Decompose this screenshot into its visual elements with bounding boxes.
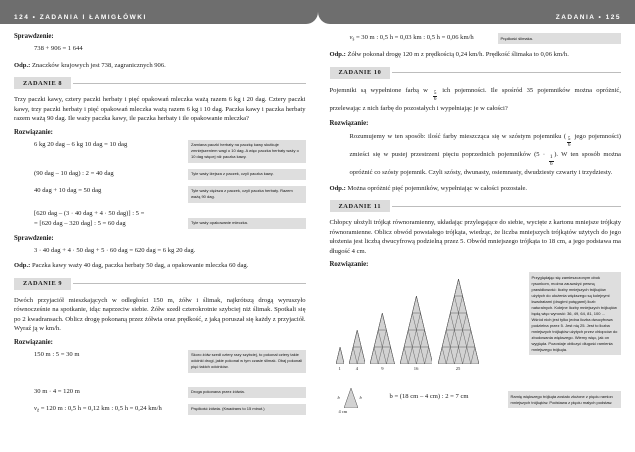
small-triangle-svg	[344, 388, 358, 408]
carryover-step	[330, 33, 622, 44]
zadanie-9-step-2	[14, 387, 306, 398]
zadanie-11-final-equation: b = (18 cm – 4 cm) : 2 = 7 cm	[389, 393, 469, 401]
small-triangle-label-right-leg: b	[359, 395, 362, 401]
zadanie-10-solution-part-c: ). W ten sposób można opróżnić co szósty pojemnik. Czyli szósty, dwunasty, osiemnasty, dwudziesty czwarty i trzydziesty.	[349, 150, 621, 177]
triangle-count-label: 16	[413, 366, 419, 372]
triangle-figure-4	[349, 330, 365, 370]
zadanie-8-rozwiazanie-label: Rozwiązanie:	[14, 128, 53, 136]
zadanie-10-problem	[330, 85, 622, 115]
zadanie-8-step-2	[14, 169, 306, 180]
zadanie-9-equation-2: 30 m · 4 = 120 m	[34, 387, 80, 395]
zadanie-9-velocity-rest: = 120 m : 0,5 h = 0,12 km : 0,5 h = 0,24 km/h	[39, 404, 162, 412]
small-triangle-label-left-leg: b	[337, 395, 340, 401]
page-left-content	[14, 24, 306, 415]
zadanie-8-odp-bold: Odp.:	[14, 262, 31, 270]
zadanie-10-solution	[330, 131, 622, 179]
zadanie-10-solution-part-b: jego pojemności) zmieści się w pustej przestrzeni pięciu poprzednich pojemników (5 ·	[349, 132, 622, 158]
triangle-svg-16	[400, 296, 433, 364]
zadanie-10-problem-part-a: Pojemniki są wypełnione farbą w	[329, 86, 433, 94]
triangle-figure-9	[370, 313, 395, 370]
zadanie-9-equation-3	[14, 404, 188, 414]
sprawdzenie-label-prev: Sprawdzenie:	[14, 33, 54, 40]
zadanie-10-rozwiazanie-label: Rozwiązanie:	[329, 119, 369, 127]
fraction-numerator: 5	[433, 89, 437, 96]
zadanie-8-rule	[73, 83, 305, 84]
triangle-svg-9	[370, 313, 395, 364]
zadanie-8-note-4: Tyle waży opakowanie mleczka.	[188, 218, 306, 229]
fraction-numerator: 1	[549, 153, 553, 160]
carryover-velocity-rest: = 30 m : 0,5 h = 0,03 km : 0,5 h = 0,06 km/h	[354, 34, 474, 41]
running-head-right	[318, 0, 635, 24]
fraction-five-sixths-solution	[567, 137, 572, 149]
zadanie-8-note-3: Tyle waży cięższa z paczek, czyli paczka herbaty. Razem ważą 90 dag.	[188, 186, 306, 203]
carryover-note: Prędkość ślimaka.	[498, 33, 622, 44]
odp-previous-bold: Odp.:	[14, 61, 31, 69]
zadanie-11-figure-block	[330, 272, 622, 380]
carryover-odp-bold: Odp.:	[329, 51, 346, 58]
zadanie-10-header	[330, 67, 622, 79]
triangle-figure-16	[400, 296, 433, 370]
zadanie-10-solution-part-a: Rozumujemy w ten sposób: ilość farby mieszcząca się w szóstym pojemniku (	[349, 132, 567, 140]
triangle-count-label: 1	[338, 366, 341, 372]
zadanie-11-note-column	[529, 272, 622, 355]
zadanie-8-odp-text: Paczka kawy waży 40 dag, paczka herbaty 50 dag, a opakowanie mleczka 60 dag.	[30, 262, 249, 270]
zadanie-8-equation-2: (90 dag – 10 dag) : 2 = 40 dag	[34, 169, 114, 177]
zadanie-9-rule	[73, 283, 305, 284]
running-head-left-text: 124 • ZADANIA I ŁAMIGŁÓWKI	[14, 14, 147, 21]
fraction-numerator: 5	[567, 135, 571, 142]
fraction-denominator: 6	[549, 160, 553, 167]
zadanie-11-rozwiazanie-label: Rozwiązanie:	[329, 261, 369, 269]
carryover-equation	[330, 33, 498, 43]
zadanie-9-velocity-symbol: v	[34, 404, 37, 412]
zadanie-10-odp-bold: Odp.:	[329, 184, 346, 192]
zadanie-9-step-1	[14, 350, 306, 373]
triangle-figure-25	[438, 279, 479, 370]
zadanie-11-header	[330, 200, 622, 212]
zadanie-11-problem: Chłopcy ułożyli trójkąt równoramienny, układając przylegające do siebie, wycięte z kartonu mniejsze trójkąty równoramienne. Oblicz obwód powstałego trójkąta, wiedząc, że liczba mniejszych trójkątów użytych do jego ułożenia jest liczbą dwucyfrową podzielną przez 5. Obwód mniejszego trójkąta to 18 cm, a jego podstawa ma długość 4 cm.	[329, 219, 621, 255]
zadanie-8-problem: Trzy paczki kawy, cztery paczki herbaty i pięć opakowań mleczka ważą razem 6 kg i 20 dag. Cztery paczki kawy, trzy paczki herbaty i pięć opakowań mleczka ważą razem 6 kg i 10 dag. Paczka kawy i paczka herbaty razem ważą 90 dag. Ile waży paczka kawy, ile paczka herbaty i ile opakowanie mleczka?	[14, 96, 306, 123]
running-head-right-text: ZADANIA • 125	[555, 14, 621, 21]
zadanie-9-chip: ZADANIE 9	[14, 278, 71, 290]
triangle-svg-25	[438, 279, 479, 364]
zadanie-9-equation-1: 150 m : 5 = 30 m	[34, 350, 80, 358]
zadanie-8-equation-4b: = [620 dag – 320 dag] : 5 = 60 dag	[34, 219, 126, 227]
running-head-left	[0, 0, 318, 24]
carryover-odp	[330, 50, 622, 60]
triangle-count-label: 9	[381, 366, 384, 372]
sprawdzenie-equation-prev: 738 + 906 = 1 644	[34, 45, 83, 52]
zadanie-8-chip: ZADANIE 8	[14, 77, 71, 89]
zadanie-11-final-note: Ramię większego trójkąta zostało złożone z pięciu ramion mniejszych trójkątów. Podstawa z pięciu małych podstaw.	[508, 391, 622, 408]
triangle-svg-1	[336, 347, 344, 364]
zadanie-9-step-3	[14, 404, 306, 415]
zadanie-8-odp	[14, 261, 306, 271]
zadanie-11-rule	[392, 206, 621, 207]
odp-previous-text: Znaczków krajowych jest 738, zagranicznych 906.	[30, 61, 166, 69]
zadanie-8-note-2: Tyle waży lżejsza z paczek, czyli paczka kawy.	[188, 169, 306, 180]
zadanie-8-equation-3: 40 dag + 10 dag = 50 dag	[34, 186, 102, 194]
zadanie-8-step-3	[14, 186, 306, 203]
triangle-svg-4	[349, 330, 365, 364]
odp-previous	[14, 61, 306, 71]
zadanie-9-note-1: Skoro żółw szedł cztery razy szybciej, to pokonał cztery takie odcinki drogi, jakie pokonał w tym czasie ślimak. Obaj pokonali pięć takich odcinków.	[188, 350, 306, 373]
triangle-count-label: 4	[355, 366, 359, 372]
zadanie-10-chip: ZADANIE 10	[330, 67, 391, 79]
zadanie-8-sprawdzenie-equation: 3 · 40 dag + 4 · 50 dag + 5 · 60 dag = 620 dag = 6 kg 20 dag.	[34, 246, 196, 254]
zadanie-9-note-3: Prędkość żółwia. (Kwadrans to 15 minut.)	[188, 404, 306, 415]
zadanie-9-problem: Dwóch przyjaciół mieszkających w odległości 150 m, żółw i ślimak, najkrótszą drogą wyruszyło równocześnie na spotkanie, idąc naprzeciw siebie. Żółw szedł czterokrotnie szybciej niż ślimak. Spotkali się po 2 kwadransach. Oblicz drogę pokonaną przez żółwia oraz prędkość, z jaką poruszał się każdy z przyjaciół. Wyraź ją w km/h.	[14, 296, 306, 333]
carryover-velocity-subscript: ś	[352, 37, 355, 43]
triangle-sequence-figure	[330, 272, 526, 380]
zadanie-8-note-1: Zamiana paczki herbaty na paczkę kawy skutkuje zmniejszeniem wagi o 10 dag. A więc paczka herbaty waży o 10 dag więcej niż paczka kawy.	[188, 140, 306, 163]
zadanie-8-equation-4	[14, 209, 188, 229]
zadanie-11-final-block	[330, 384, 622, 414]
zadanie-10-odp	[330, 184, 622, 194]
zadanie-11-note-main: Przyglądając się zamieszczonym obok rysunkom, można zauważyć pewną prawidłowość: liczby mniejszych trójkątów użytych do ułożenia większego są kolejnymi kwadratami (drugimi potęgami) liczb naturalnych. Kolejne liczby mniejszych trójkątów będą więc wynosić: 36, 49, 64, 81, 100 … Wśród nich jest tylko jedna liczba dwucyfrowa podzielna przez 5. Jest nią 25. Jest to liczba mniejszych trójkątów użytych przez chłopców do zbudowania większego. Wiemy więc, jak on wygląda. Pozostaje obliczyć długość ramienia mniejszego trójkąta.	[529, 272, 622, 355]
fraction-denominator: 6	[433, 96, 437, 103]
page-right-content	[330, 24, 622, 414]
zadanie-8-equation-1: 6 kg 20 dag – 6 kg 10 dag = 10 dag	[34, 140, 128, 148]
zadanie-10-odp-text: Można opróżnić pięć pojemników, wypełniając w całości pozostałe.	[345, 184, 528, 192]
fraction-five-sixths-problem	[433, 91, 438, 103]
zadanie-8-sprawdzenie-label: Sprawdzenie:	[14, 234, 54, 242]
zadanie-11-chip: ZADANIE 11	[330, 200, 391, 212]
zadanie-8-header	[14, 77, 306, 89]
zadanie-8-step-1	[14, 140, 306, 163]
small-triangle-label-base: 4 cm	[338, 409, 348, 415]
fraction-one-sixth-solution	[549, 155, 554, 167]
zadanie-9-velocity-subscript: ż	[36, 408, 40, 414]
fraction-denominator: 6	[567, 142, 571, 149]
zadanie-8-equation-4a: [620 dag – (3 · 40 dag + 4 · 50 dag)] : 5 =	[34, 209, 145, 217]
carryover-odp-text: Żółw pokonał drogę 120 m z prędkością 0,24 km/h. Prędkość ślimaka to 0,06 km/h.	[345, 51, 569, 58]
zadanie-10-problem-part-b: ich pojemności. Ile spośród 35 pojemników można opróżnić, przelewając z nich farbę do pozostałych i wypełniając je w całości?	[329, 86, 621, 112]
zadanie-9-note-2: Droga pokonana przez żółwia.	[188, 387, 306, 398]
small-triangle-figure	[330, 384, 386, 414]
carryover-velocity-symbol: v	[349, 34, 353, 41]
zadanie-10-rule	[392, 72, 621, 73]
triangle-count-label: 25	[455, 366, 461, 372]
zadanie-9-rozwiazanie-label: Rozwiązanie:	[14, 338, 53, 346]
page-right	[318, 0, 635, 452]
triangle-figure-1	[336, 347, 344, 370]
zadanie-9-header	[14, 278, 306, 290]
zadanie-8-step-4	[14, 209, 306, 229]
